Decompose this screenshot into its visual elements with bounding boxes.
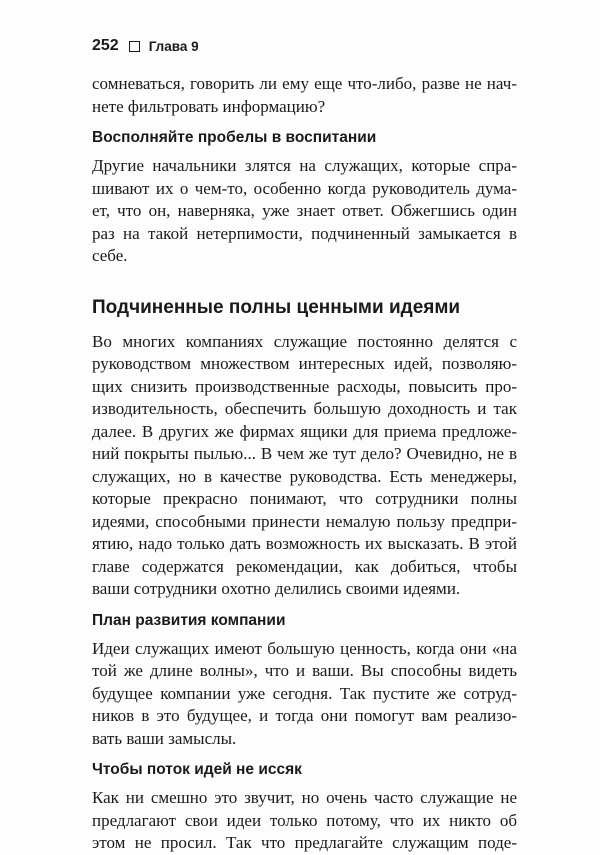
text-line: Как ни смешно это звучит, но очень часто служащие не <box>92 788 517 807</box>
text-line: щих снизить производственные расходы, повысить про- <box>92 376 517 396</box>
text-line: будущее компании уже сегодня. Так пустите же сотруд- <box>92 683 517 703</box>
text-line: ваши сотрудники охотно делились своими идеями. <box>92 579 461 598</box>
text-line: ний покрыты пылью... В чем же тут дело? Очевидно, не в <box>92 444 517 463</box>
page-header <box>92 37 199 55</box>
subsection-heading: План развития компании <box>92 611 286 629</box>
text-line: главе содержатся рекомендации, как добиться, чтобы <box>92 556 517 576</box>
paragraph <box>92 73 517 118</box>
text-line: себе. <box>92 246 128 265</box>
text-line: вать ваши замыслы. <box>92 728 237 748</box>
text-line: ятию, надо только дать возможность их высказать. В этой <box>92 534 517 553</box>
text-line: шивают их о чем-то, особенно когда руководитель дума- <box>92 178 517 198</box>
text-line: Идеи служащих имеют большую ценность, когда они «на <box>92 638 517 658</box>
text-line: Другие начальники злятся на служащих, которые спра- <box>92 156 517 175</box>
text-line: раз на такой нетерпимости, подчиненный замыкается в <box>92 223 517 243</box>
text-line: служащих, но в качестве руководства. Есть менеджеры, <box>92 466 517 486</box>
chapter-label: Глава 9 <box>148 38 199 54</box>
page-body <box>92 73 517 855</box>
text-line: изводительность, обеспечить большую доходность и так <box>92 399 517 418</box>
text-line: той же длине волны», что и ваши. Вы способны видеть <box>92 661 517 680</box>
text-line: руководством множеством интересных идей, позволяю- <box>92 354 517 373</box>
text-line: предлагают свои идеи только потому, что их никто об <box>92 810 517 830</box>
text-line: ников в это будущее, и тогда они помогут вам реализо- <box>92 706 517 725</box>
paragraph <box>92 331 517 601</box>
text-line: далее. В других же фирмах ящики для приема предложе- <box>92 421 517 441</box>
text-line: Во многих компаниях служащие постоянно делятся с <box>92 331 517 351</box>
text-line: нете фильтровать информацию? <box>92 96 326 116</box>
paragraph <box>92 638 517 751</box>
section-heading: Подчиненные полны ценными идеями <box>92 296 461 318</box>
paragraph <box>92 787 517 855</box>
text-line: которые прекрасно понимают, что сотрудники полны <box>92 489 517 508</box>
page-number: 252 <box>92 37 119 54</box>
paragraph <box>92 155 517 268</box>
subsection-heading: Восполняйте пробелы в воспитании <box>92 129 377 146</box>
text-line: идеями, способными принести немалую пользу предпри- <box>92 511 517 531</box>
text-line: сомневаться, говорить ли ему еще что-либо, разве не нач- <box>92 74 517 93</box>
text-line: ет, что он, наверняка, уже знает ответ. Обжегшись один <box>92 201 517 220</box>
square-bullet-icon <box>129 41 140 52</box>
text-line: этом не просил. Так что предлагайте служащим поде- <box>92 833 517 852</box>
subsection-heading: Чтобы поток идей не иссяк <box>92 761 302 778</box>
